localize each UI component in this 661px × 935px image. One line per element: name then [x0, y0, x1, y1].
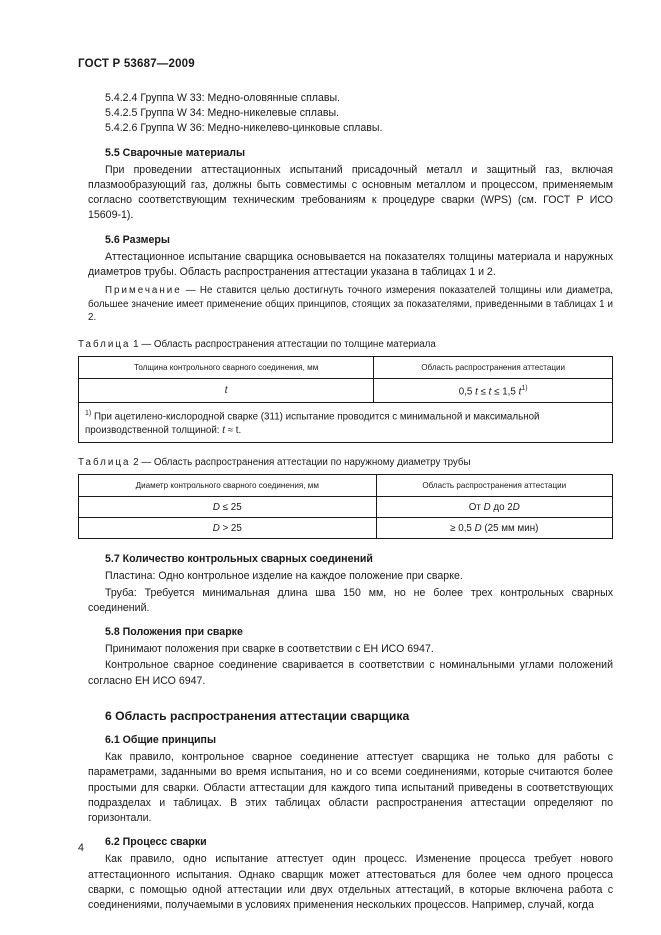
- section-6-1-text: Как правило, контрольное сварное соединение аттестует сварщика не только для работы с параметрами, заданными во время испытания, но и со всеми соединениями, которые считаются более простыми для сварки. Области аттестации для каждого типа испытаний приведены в соответствующих подразделах и таблицах. В этих таблицах области распространения аттестации определяют по горизонтали.: [88, 751, 613, 824]
- table-1-header-row: [79, 357, 613, 379]
- group-w36-line: 5.4.2.6 Группа W 36: Медно-никелево-цинковые сплавы.: [105, 122, 383, 135]
- note-label: Примечание: [105, 285, 182, 297]
- section-5-8-title: 5.8 Положения при сварке: [105, 625, 243, 638]
- table-2-r2-diameter: [79, 518, 377, 539]
- diameter-symbol: D: [483, 501, 491, 513]
- section-5-8-text-1: Принимают положения при сварке в соответствии с ЕН ИСО 6947.: [105, 643, 434, 656]
- section-6-2-title: 6.2 Процесс сварки: [105, 836, 207, 849]
- table-row: [79, 518, 613, 539]
- section-5-5-text: При проведении аттестационных испытаний присадочный металл и защитный газ, включая плазмообразующий газ, должны быть совместимы с основным металлом и процессом, применяемым согласно соответствующим техническим требованиям к процедуре сварки (WPS) (см. ГОСТ Р ИСО 15609-1).: [88, 163, 613, 222]
- table-1-cell-range: [374, 379, 613, 402]
- group-w33-line: 5.4.2.4 Группа W 33: Медно-оловянные сплавы.: [105, 92, 341, 104]
- diameter-symbol: D: [512, 501, 520, 513]
- table-2-col-diameter: Диаметр контрольного сварного соединения, мм: [79, 475, 377, 497]
- range-part: ≤: [477, 386, 489, 398]
- table-2-caption-label: Таблица: [78, 456, 131, 468]
- standard-code: ГОСТ Р 53687—2009: [78, 58, 195, 70]
- table-1-footnote-row: [79, 402, 613, 442]
- footnote-end: ≈ t.: [224, 424, 242, 436]
- table-1-cell-t: t: [79, 379, 374, 402]
- page-number: 4: [78, 842, 84, 854]
- range-part: (25 мм мин): [481, 522, 539, 534]
- diameter-symbol: D: [474, 522, 482, 534]
- section-5-6-note: [88, 284, 613, 325]
- diameter-symbol: D: [212, 501, 220, 513]
- note-text: — Не ставится целью достигнуть точного измерения показателей толщины или диаметра, большее значение имеет применение общих принципов, стоящих за показателями, приведенными в таблицах 1 и 2.: [88, 285, 613, 324]
- table-2-col-range: Область распространения аттестации: [376, 475, 612, 497]
- table-1-col-range: Область распространения аттестации: [374, 357, 613, 379]
- range-part: ≤ 1,5: [491, 386, 519, 398]
- range-part: От: [468, 501, 484, 513]
- diameter-condition: ≤ 25: [219, 501, 242, 513]
- table-2-caption-text: 2 — Область распространения аттестации по наружному диаметру трубы: [130, 456, 471, 468]
- group-w34-line: 5.4.2.5 Группа W 34: Медно-никелевые сплавы.: [105, 107, 340, 120]
- section-5-7-text-plate: Пластина: Одно контрольное изделие на каждое положение при сварке.: [105, 570, 463, 583]
- table-row: [79, 379, 613, 402]
- section-5-7-text-pipe: Труба: Требуется минимальная длина шва 150 мм, но не более трех контрольных сварных соединений.: [88, 586, 613, 614]
- section-5-7-title: 5.7 Количество контрольных сварных соединений: [105, 553, 373, 566]
- range-symbol: t: [475, 386, 478, 398]
- diameter-symbol: D: [212, 522, 220, 534]
- table-2: [78, 474, 613, 539]
- table-row: [79, 497, 613, 518]
- footnote-text: При ацетилено-кислородной сварке (311) испытание проводится с минимальной и максимальной производственной толщиной:: [85, 410, 540, 436]
- section-6-1-title: 6.1 Общие принципы: [105, 733, 216, 746]
- range-part: до 2: [490, 501, 513, 513]
- range-part: 0,5: [458, 386, 476, 398]
- table-2-header-row: [79, 475, 613, 497]
- table-2-caption: [78, 455, 613, 470]
- table-2-r2-range: [376, 518, 612, 539]
- diameter-condition: > 25: [219, 522, 242, 534]
- section-5-5-title: 5.5 Сварочные материалы: [105, 146, 246, 159]
- footnote-mark: 1): [85, 409, 92, 417]
- range-symbol: t: [518, 386, 522, 398]
- table-1-caption-label: Таблица: [78, 339, 131, 351]
- section-5-6-text: Аттестационное испытание сварщика основывается на показателях толщины материала и наружных диаметров трубы. Область распространения аттестации указана в таблицах 1 и 2.: [88, 250, 613, 279]
- section-5-8-text-2: Контрольное сварное соединение сваривается в соответствии с номинальными углами положений согласно ЕН ИСО 6947.: [88, 659, 613, 687]
- table-1-caption-text: 1 — Область распространения аттестации по толщине материала: [130, 339, 436, 351]
- table-1-caption: [78, 337, 613, 352]
- range-symbol: t: [488, 386, 492, 398]
- section-5-6-title: 5.6 Размеры: [105, 233, 170, 246]
- footnote-symbol: t: [222, 424, 225, 436]
- footnote-ref: 1): [521, 385, 528, 393]
- section-6-title: 6 Область распространения аттестации сварщика: [105, 708, 410, 723]
- range-part: ≥ 0,5: [450, 522, 475, 534]
- table-1-footnote: [79, 402, 613, 442]
- table-1: [78, 356, 613, 443]
- table-1-col-thickness: Толщина контрольного сварного соединения, мм: [79, 357, 374, 379]
- table-2-r1-range: [376, 497, 612, 518]
- table-2-r1-diameter: [79, 497, 377, 518]
- section-6-2-text: Как правило, одно испытание аттестует один процесс. Изменение процесса требует нового аттестационного испытания. Однако сварщик может аттестоваться для более чем одного процесса сварки, с помощью одной аттестации или двух отдельных аттестаций, в которые включена работа с соединениями, получаемыми в условиях применения нескольких процессов. Например, случай, когда: [88, 853, 613, 912]
- content-body: [78, 91, 613, 917]
